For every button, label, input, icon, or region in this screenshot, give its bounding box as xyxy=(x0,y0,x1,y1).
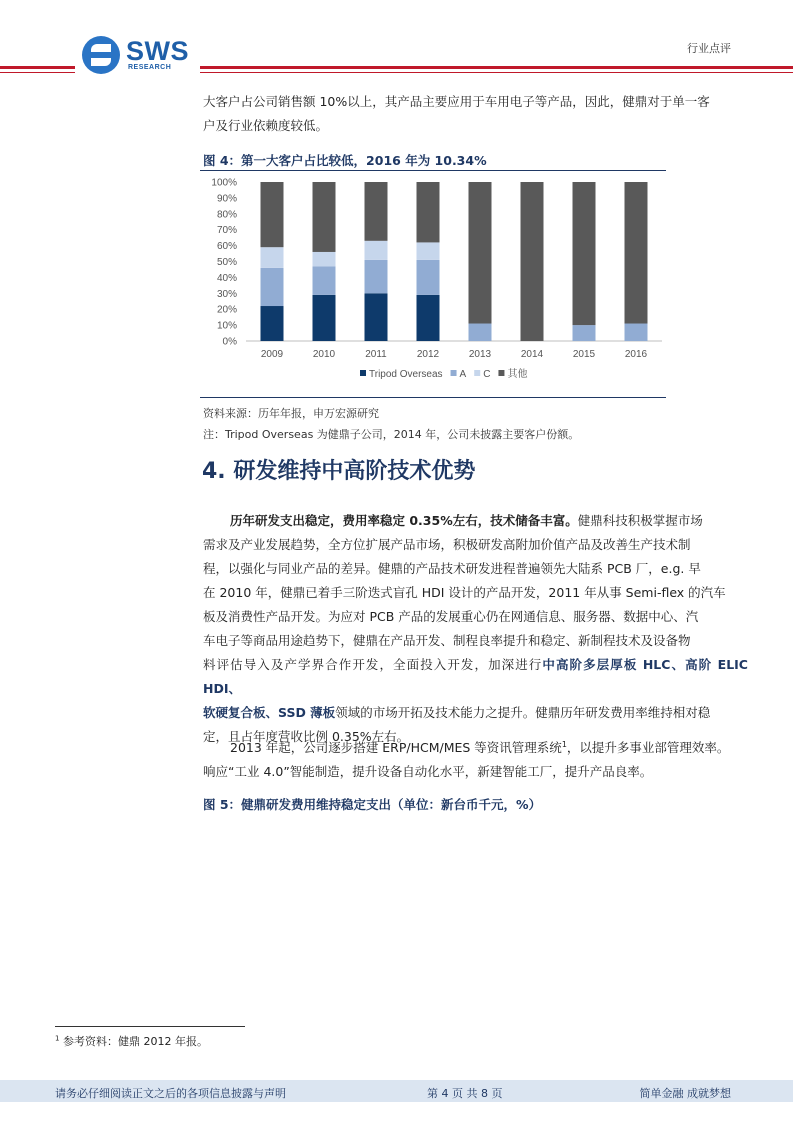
bar-segment-其他 xyxy=(417,182,440,242)
bar-segment-其他 xyxy=(573,182,596,325)
y-tick-label: 50% xyxy=(216,257,237,268)
highlight-products: 软硬复合板、SSD 薄板 xyxy=(203,705,336,720)
figure-4-note: 注：Tripod Overseas 为健鼎子公司，2014 年，公司未披露主要客户份额。 xyxy=(203,428,580,441)
y-tick-label: 100% xyxy=(211,177,237,189)
paragraph-text: 健鼎科技积极掌握市场 xyxy=(577,513,703,528)
y-tick-label: 20% xyxy=(216,304,237,316)
intro-line: 大客户占公司销售额 10%以上，其产品主要应用于车用电子等产品，因此，健鼎对于单一客 xyxy=(203,94,710,109)
x-tick-label: 2009 xyxy=(260,349,284,360)
legend-label: A xyxy=(459,369,467,380)
header-rule xyxy=(0,66,75,69)
bar-segment-C xyxy=(417,242,440,259)
header-rule-thin xyxy=(200,72,793,73)
paragraph-text: ，以提升多事业部管理效率。 xyxy=(566,740,730,756)
bar-segment-A xyxy=(365,260,388,293)
header-rule xyxy=(200,66,793,69)
report-type-tag: 行业点评 xyxy=(687,42,731,55)
bar-segment-A xyxy=(573,325,596,341)
footer-disclaimer: 请务必仔细阅读正文之后的各项信息披露与声明 xyxy=(55,1087,286,1100)
logo-subtext: RESEARCH xyxy=(128,64,172,71)
paragraph-text: 2013 年起，公司逐步搭建 ERP/HCM/MES 等资讯管理系统 xyxy=(230,740,562,756)
section-heading: 4. 研发维持中高阶技术优势 xyxy=(202,459,476,484)
x-tick-label: 2013 xyxy=(468,349,492,360)
y-tick-label: 90% xyxy=(216,193,237,205)
bar-segment-Tripod Overseas xyxy=(313,295,336,341)
bar-segment-A xyxy=(417,260,440,295)
logo-text: SWS xyxy=(126,36,190,66)
bar-segment-C xyxy=(261,247,284,268)
stacked-bar-chart xyxy=(200,170,666,396)
legend-swatch xyxy=(498,370,504,376)
legend-swatch xyxy=(451,370,457,376)
bar-segment-其他 xyxy=(313,182,336,252)
bar-segment-Tripod Overseas xyxy=(365,293,388,341)
paragraph-text: 料评估导入及产学界合作开发，全面投入开发，加深进行 xyxy=(203,657,543,672)
intro-paragraph xyxy=(203,90,748,138)
sws-logo-icon xyxy=(82,36,120,74)
y-tick-label: 10% xyxy=(216,320,237,332)
paragraph-line: 车电子等商品用途趋势下，健鼎在产品开发、制程良率提升和稳定、新制程技术及设备物 xyxy=(203,633,691,648)
highlight-products: 中高阶多层厚板 HLC、高阶 ELIC HDI、 xyxy=(203,657,748,696)
y-tick-label: 0% xyxy=(222,336,237,348)
x-tick-label: 2014 xyxy=(520,349,544,360)
footnote-text: 参考资料：健鼎 2012 年报。 xyxy=(62,1035,208,1048)
page-number: 第 4 页 共 8 页 xyxy=(427,1087,503,1100)
bar-segment-A xyxy=(313,266,336,295)
legend-label: Tripod Overseas xyxy=(369,369,443,380)
footnote-rule xyxy=(55,1026,245,1027)
bar-segment-C xyxy=(365,241,388,260)
legend-label: C xyxy=(483,369,491,380)
bar-segment-其他 xyxy=(261,182,284,247)
bar-segment-其他 xyxy=(521,182,544,341)
x-tick-label: 2015 xyxy=(572,349,596,360)
x-tick-label: 2011 xyxy=(365,349,387,360)
paragraph-line: 需求及产业发展趋势，全方位扩展产品市场，积极研发高附加价值产品及改善生产技术制 xyxy=(203,537,691,552)
bar-segment-Tripod Overseas xyxy=(261,306,284,341)
bar-segment-Tripod Overseas xyxy=(417,295,440,341)
paragraph-line: 板及消费性产品开发。为应对 PCB 产品的发展重心仍在网通信息、服务器、数据中心、汽 xyxy=(203,609,699,624)
section-4-paragraph-2 xyxy=(203,733,748,784)
figure-4-title: 图 4：第一大客户占比较低，2016 年为 10.34% xyxy=(203,153,487,168)
y-tick-label: 80% xyxy=(216,209,237,221)
paragraph-line: 在 2010 年，健鼎已着手三阶迭式盲孔 HDI 设计的产品开发，2011 年从事 Semi-flex 的汽车 xyxy=(203,585,726,600)
y-tick-label: 40% xyxy=(216,272,237,284)
bar-segment-A xyxy=(469,324,492,341)
bar-segment-C xyxy=(313,252,336,266)
footnote-mark: 1 xyxy=(55,1034,60,1043)
bar-segment-A xyxy=(625,324,648,341)
footnote xyxy=(55,1033,208,1049)
footer-slogan: 简单金融 成就梦想 xyxy=(639,1087,731,1100)
y-tick-label: 70% xyxy=(216,225,237,237)
header-rule-thin xyxy=(0,72,75,73)
sws-logo xyxy=(82,36,202,76)
footnote-ref: 1 xyxy=(561,740,567,749)
x-tick-label: 2010 xyxy=(312,349,336,360)
legend-swatch xyxy=(360,370,366,376)
figure-4-source: 资料来源：历年年报，申万宏源研究 xyxy=(203,407,379,420)
legend-label: 其他 xyxy=(507,369,528,380)
bar-segment-A xyxy=(261,268,284,306)
figure-5-title: 图 5：健鼎研发费用维持稳定支出（单位：新台币千元，%） xyxy=(203,797,542,812)
paragraph-line: 响应“工业 4.0”智能制造，提升设备自动化水平，新建智能工厂，提升产品良率。 xyxy=(203,764,653,780)
bar-segment-其他 xyxy=(625,182,648,324)
bar-segment-其他 xyxy=(469,182,492,324)
y-tick-label: 60% xyxy=(216,241,237,253)
bar-segment-其他 xyxy=(365,182,388,241)
paragraph-text: 领域的市场开拓及技术能力之提升。健鼎历年研发费用率维持相对稳 xyxy=(335,705,711,720)
x-tick-label: 2016 xyxy=(624,349,648,360)
legend-swatch xyxy=(474,370,480,376)
paragraph-line: 定，且占年度营收比例 0.35%左右。 xyxy=(203,729,410,744)
y-tick-label: 30% xyxy=(216,288,237,300)
x-tick-label: 2012 xyxy=(416,349,440,360)
section-4-paragraph-1 xyxy=(203,509,748,749)
intro-line: 户及行业依赖度较低。 xyxy=(203,118,329,133)
paragraph-lead: 历年研发支出稳定，费用率稳定 0.35%左右，技术储备丰富。 xyxy=(230,513,578,528)
paragraph-line: 程，以强化与同业产品的差异。健鼎的产品技术研发进程普遍领先大陆系 PCB 厂，e.g. 早 xyxy=(203,561,701,576)
